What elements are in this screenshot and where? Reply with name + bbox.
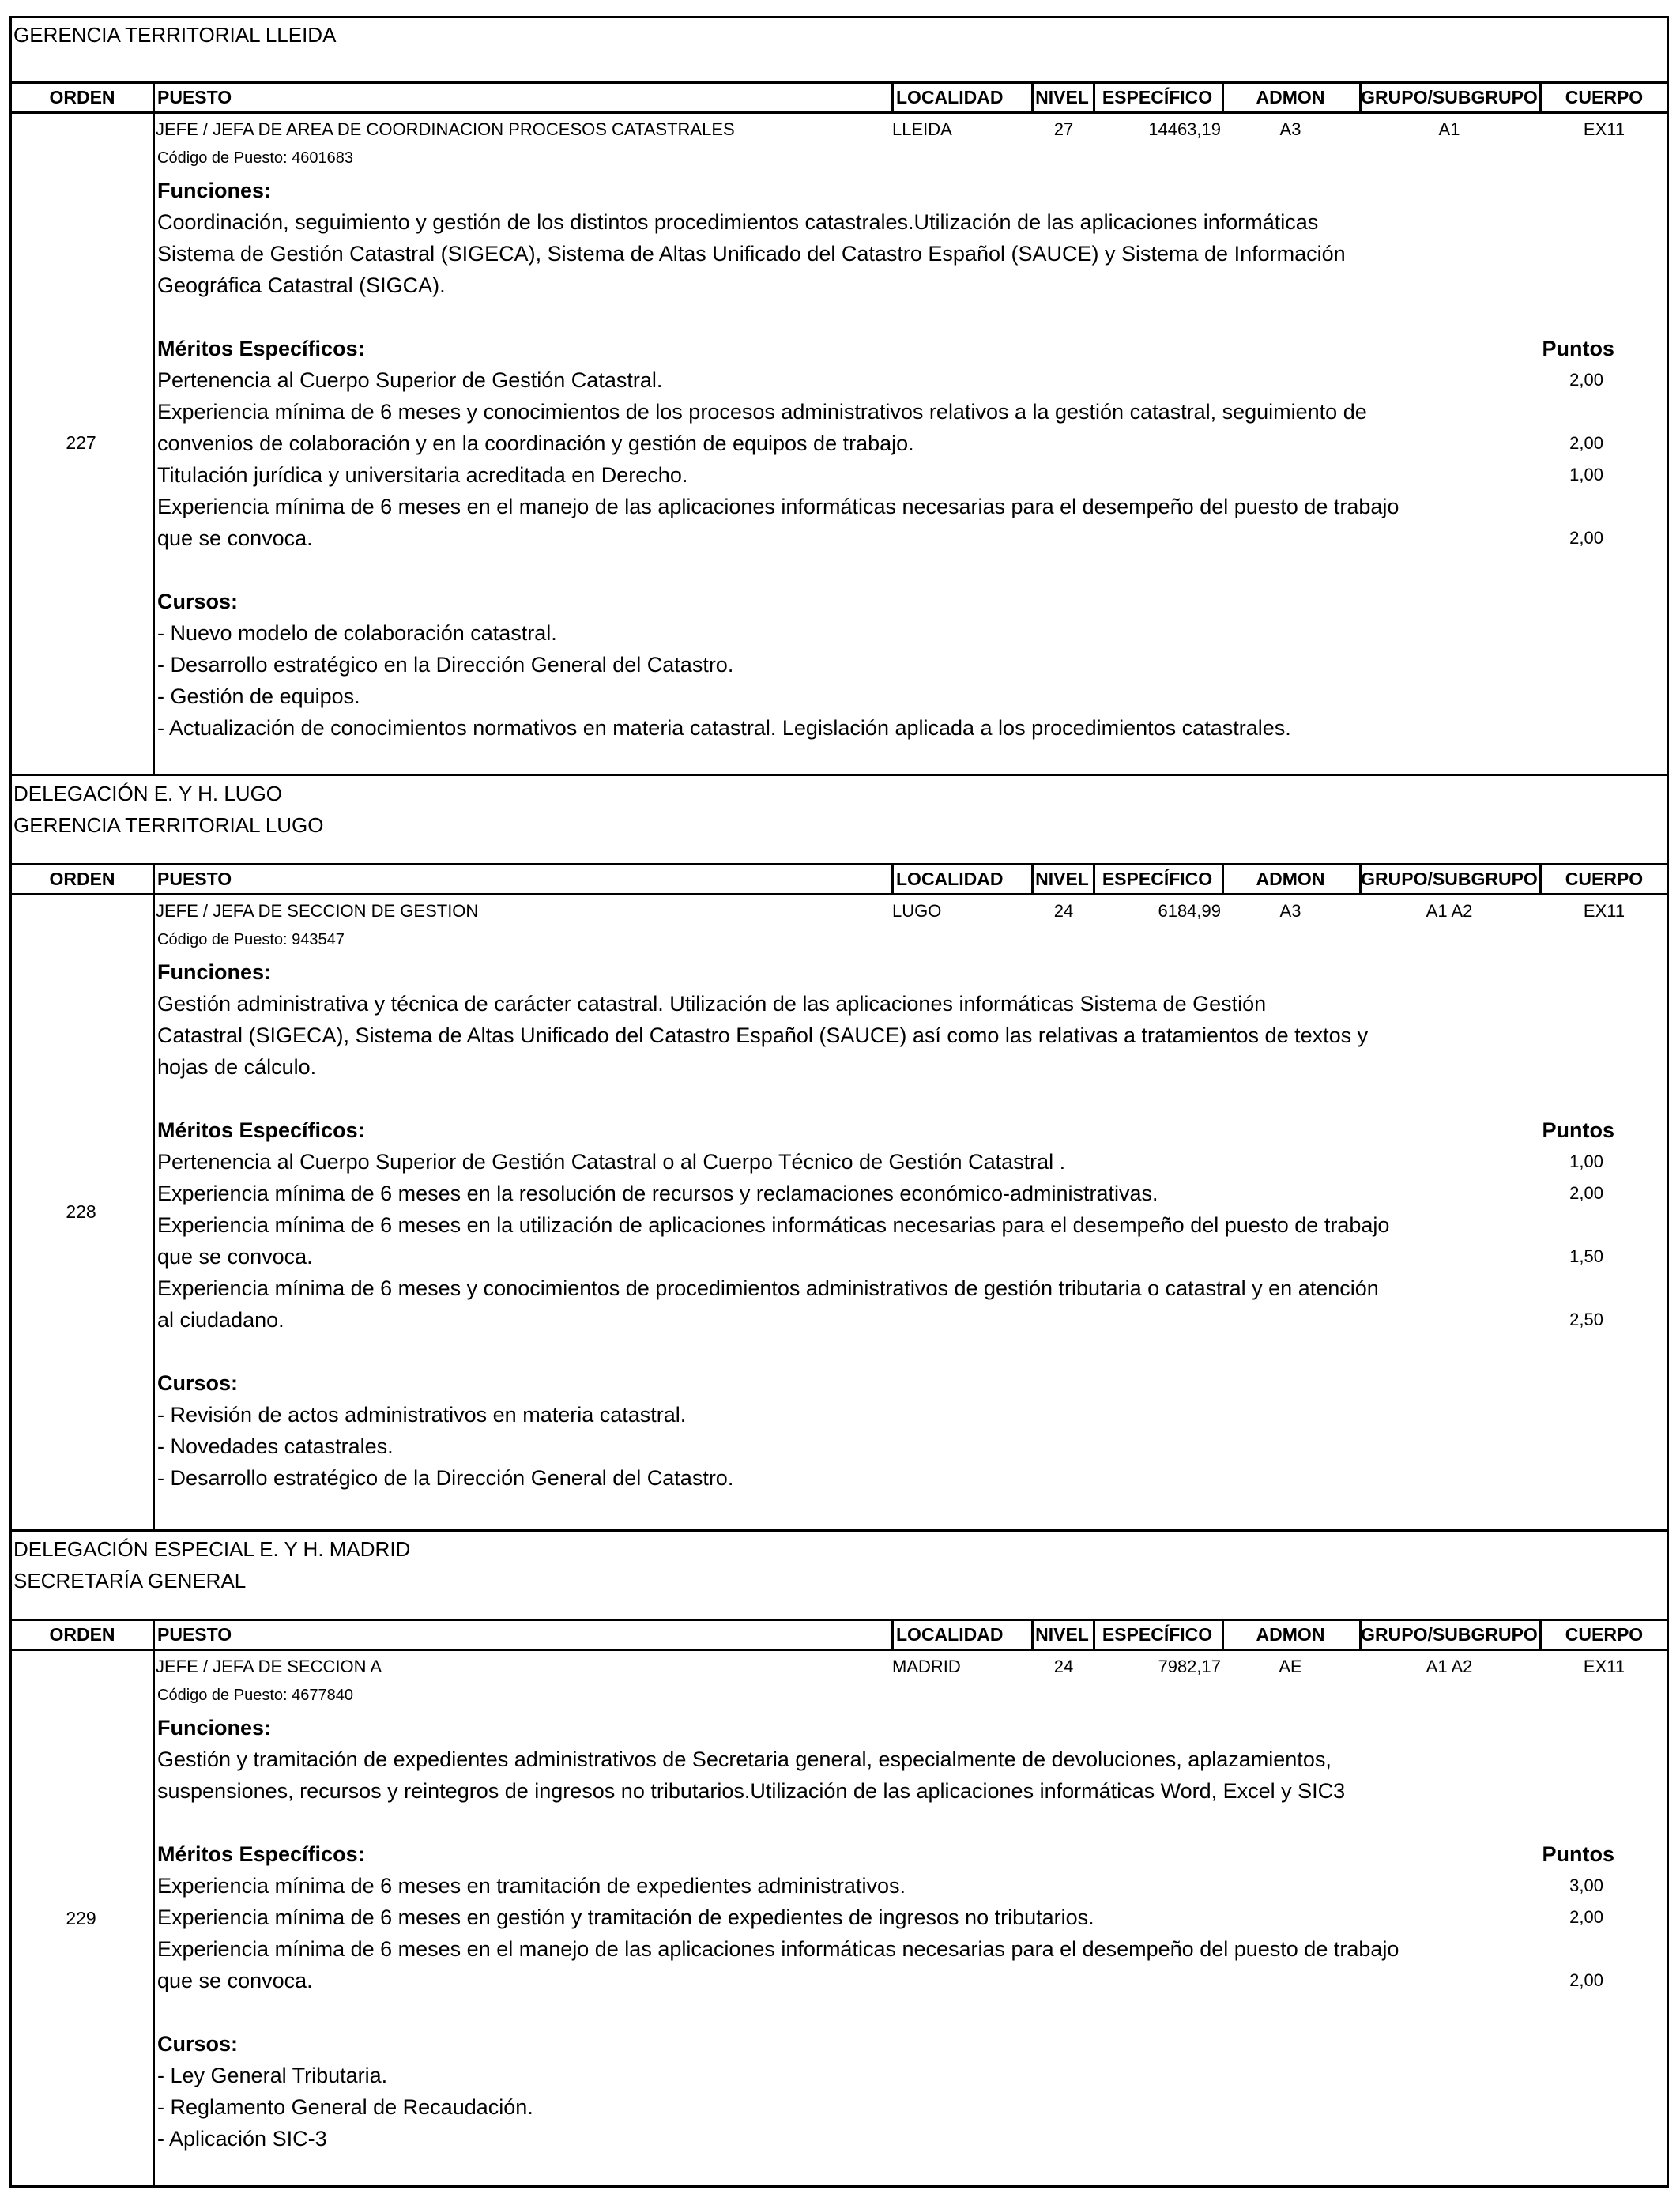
funciones-heading: Funciones: bbox=[157, 179, 272, 202]
puesto-cell: JEFE / JEFA DE SECCION DE GESTION bbox=[156, 901, 479, 921]
column-divider bbox=[1031, 81, 1034, 113]
curso-line: - Aplicación SIC-3 bbox=[157, 2127, 327, 2151]
column-header-orden: ORDEN bbox=[49, 87, 115, 107]
position-summary bbox=[154, 119, 1667, 143]
column-divider bbox=[1359, 1619, 1362, 1650]
codigo-puesto: Código de Puesto: 4601683 bbox=[157, 149, 353, 167]
column-header-grupo: GRUPO/SUBGRUPO bbox=[1361, 1624, 1538, 1645]
funciones-line: Coordinación, seguimiento y gestión de los distintos procedimientos catastrales.Utilización de las aplicaciones informáticas bbox=[157, 210, 1319, 234]
curso-line: - Ley General Tributaria. bbox=[157, 2064, 388, 2087]
merito-line: Experiencia mínima de 6 meses en la resolución de recursos y reclamaciones económico-administrativas. bbox=[157, 1182, 1158, 1205]
cursos-heading: Cursos: bbox=[157, 2032, 239, 2056]
column-header-grupo: GRUPO/SUBGRUPO bbox=[1361, 87, 1538, 107]
table-row bbox=[12, 1650, 1667, 2188]
puntos-heading: Puntos bbox=[1542, 1842, 1614, 1866]
column-divider bbox=[1093, 1619, 1095, 1650]
merito-line: al ciudadano. bbox=[157, 1308, 284, 1332]
merito-line: Pertenencia al Cuerpo Superior de Gestión Catastral o al Cuerpo Técnico de Gestión Catastral . bbox=[157, 1150, 1066, 1174]
column-header-row bbox=[12, 863, 1667, 895]
column-header-puesto: PUESTO bbox=[157, 869, 232, 889]
grupo-cell: A1 bbox=[1438, 119, 1460, 139]
puesto-cell: JEFE / JEFA DE AREA DE COORDINACION PROCESOS CATASTRALES bbox=[156, 119, 735, 139]
section-header-line: DELEGACIÓN E. Y H. LUGO bbox=[13, 782, 283, 805]
column-divider bbox=[891, 1619, 894, 1650]
nivel-cell: 27 bbox=[1053, 119, 1074, 139]
column-header-localidad: LOCALIDAD bbox=[896, 87, 1004, 107]
cuerpo-cell: EX11 bbox=[1583, 901, 1625, 921]
localidad-cell: LUGO bbox=[892, 901, 942, 921]
curso-line: - Desarrollo estratégico en la Dirección General del Catastro. bbox=[157, 653, 734, 677]
meritos-heading: Méritos Específicos: bbox=[157, 1118, 365, 1142]
puntos-heading: Puntos bbox=[1542, 1118, 1614, 1142]
curso-line: - Novedades catastrales. bbox=[157, 1434, 394, 1458]
merito-line: Experiencia mínima de 6 meses y conocimientos de los procesos administrativos relativos a la gestión catastral, seguimiento de bbox=[157, 400, 1367, 424]
column-header-nivel: NIVEL bbox=[1035, 1624, 1089, 1645]
orden-cell: 229 bbox=[66, 1908, 96, 1928]
orden-cell: 228 bbox=[66, 1201, 96, 1222]
divider bbox=[12, 1529, 1667, 1532]
column-divider bbox=[891, 81, 894, 113]
merito-line: Titulación jurídica y universitaria acreditada en Derecho. bbox=[157, 463, 688, 487]
column-header-cuerpo: CUERPO bbox=[1565, 1624, 1644, 1645]
funciones-line: Sistema de Gestión Catastral (SIGECA), Sistema de Altas Unificado del Catastro Español (SAUCE) y Sistema de Información bbox=[157, 242, 1346, 266]
column-header-localidad: LOCALIDAD bbox=[896, 869, 1004, 889]
funciones-heading: Funciones: bbox=[157, 960, 272, 984]
column-divider bbox=[1539, 1619, 1542, 1650]
column-header-admon: ADMON bbox=[1256, 869, 1325, 889]
localidad-cell: LLEIDA bbox=[892, 119, 952, 139]
orden-cell: 227 bbox=[66, 432, 96, 453]
especifico-cell: 14463,19 bbox=[1148, 119, 1221, 139]
merito-line: Experiencia mínima de 6 meses en el manejo de las aplicaciones informáticas necesarias para el desempeño del puesto de trabajo bbox=[157, 495, 1399, 518]
merito-puntos: 1,00 bbox=[1569, 1152, 1603, 1171]
merito-line: convenios de colaboración y en la coordinación y gestión de equipos de trabajo. bbox=[157, 432, 914, 455]
column-header-orden: ORDEN bbox=[49, 1624, 115, 1645]
column-header-orden: ORDEN bbox=[49, 869, 115, 889]
cuerpo-cell: EX11 bbox=[1583, 1657, 1625, 1676]
column-header-admon: ADMON bbox=[1256, 87, 1325, 107]
section-header-line: DELEGACIÓN ESPECIAL E. Y H. MADRID bbox=[13, 1537, 411, 1561]
column-divider bbox=[1539, 863, 1542, 895]
column-divider bbox=[1222, 1619, 1224, 1650]
column-header-nivel: NIVEL bbox=[1035, 869, 1089, 889]
merito-puntos: 1,00 bbox=[1569, 465, 1603, 484]
admon-cell: AE bbox=[1279, 1657, 1302, 1676]
merito-puntos: 2,00 bbox=[1569, 1907, 1603, 1927]
merito-line: Experiencia mínima de 6 meses y conocimientos de procedimientos administrativos de gestión tributaria o catastral y en atención bbox=[157, 1276, 1379, 1300]
column-divider bbox=[1359, 81, 1362, 113]
curso-line: - Desarrollo estratégico de la Dirección General del Catastro. bbox=[157, 1466, 734, 1490]
column-divider bbox=[153, 863, 155, 895]
section-header-line: GERENCIA TERRITORIAL LLEIDA bbox=[13, 23, 337, 47]
curso-line: - Reglamento General de Recaudación. bbox=[157, 2095, 533, 2119]
curso-line: - Revisión de actos administrativos en materia catastral. bbox=[157, 1403, 687, 1427]
nivel-cell: 24 bbox=[1053, 901, 1074, 921]
cuerpo-cell: EX11 bbox=[1583, 119, 1625, 139]
funciones-line: Gestión y tramitación de expedientes administrativos de Secretaria general, especialmente de devoluciones, aplazamientos, bbox=[157, 1747, 1332, 1771]
merito-line: Pertenencia al Cuerpo Superior de Gestión Catastral. bbox=[157, 368, 663, 392]
funciones-line: hojas de cálculo. bbox=[157, 1055, 317, 1079]
position-summary bbox=[154, 1657, 1667, 1680]
divider bbox=[12, 774, 1667, 776]
merito-line: que se convoca. bbox=[157, 1245, 313, 1269]
merito-puntos: 1,50 bbox=[1569, 1246, 1603, 1266]
especifico-cell: 6184,99 bbox=[1158, 901, 1221, 921]
column-divider bbox=[891, 863, 894, 895]
column-divider bbox=[1031, 1619, 1034, 1650]
curso-line: - Nuevo modelo de colaboración catastral. bbox=[157, 621, 557, 645]
localidad-cell: MADRID bbox=[892, 1657, 961, 1676]
merito-line: Experiencia mínima de 6 meses en la utilización de aplicaciones informáticas necesarias para el desempeño del puesto de trabajo bbox=[157, 1213, 1390, 1237]
merito-line: que se convoca. bbox=[157, 1969, 313, 1992]
column-header-grupo: GRUPO/SUBGRUPO bbox=[1361, 869, 1538, 889]
column-divider bbox=[153, 81, 155, 113]
merito-puntos: 2,50 bbox=[1569, 1310, 1603, 1329]
funciones-line: Catastral (SIGECA), Sistema de Altas Unificado del Catastro Español (SAUCE) así como las relativas a tratamientos de textos y bbox=[157, 1023, 1369, 1047]
codigo-puesto: Código de Puesto: 943547 bbox=[157, 931, 345, 948]
column-divider bbox=[1222, 81, 1224, 113]
column-header-localidad: LOCALIDAD bbox=[896, 1624, 1004, 1645]
funciones-line: suspensiones, recursos y reintegros de ingresos no tributarios.Utilización de las aplicaciones informáticas Word, Excel y SIC3 bbox=[157, 1779, 1346, 1803]
merito-puntos: 2,00 bbox=[1569, 370, 1603, 390]
column-divider bbox=[1093, 81, 1095, 113]
funciones-line: Gestión administrativa y técnica de carácter catastral. Utilización de las aplicaciones informáticas Sistema de Gestión bbox=[157, 992, 1267, 1016]
column-divider bbox=[1359, 863, 1362, 895]
cursos-heading: Cursos: bbox=[157, 590, 239, 613]
meritos-heading: Méritos Específicos: bbox=[157, 337, 365, 360]
column-header-puesto: PUESTO bbox=[157, 87, 232, 107]
funciones-heading: Funciones: bbox=[157, 1716, 272, 1740]
codigo-puesto: Código de Puesto: 4677840 bbox=[157, 1687, 353, 1704]
column-divider bbox=[1093, 863, 1095, 895]
merito-line: Experiencia mínima de 6 meses en tramitación de expedientes administrativos. bbox=[157, 1874, 906, 1898]
curso-line: - Actualización de conocimientos normativos en materia catastral. Legislación aplicada a los procedimientos catastrales. bbox=[157, 716, 1291, 740]
merito-puntos: 3,00 bbox=[1569, 1875, 1603, 1895]
table-row bbox=[12, 113, 1667, 774]
position-summary bbox=[154, 901, 1667, 925]
merito-puntos: 2,00 bbox=[1569, 1183, 1603, 1203]
column-header-cuerpo: CUERPO bbox=[1565, 869, 1644, 889]
section-header-line: GERENCIA TERRITORIAL LUGO bbox=[13, 813, 324, 837]
column-header-row bbox=[12, 81, 1667, 113]
funciones-line: Geográfica Catastral (SIGCA). bbox=[157, 273, 446, 297]
puesto-cell: JEFE / JEFA DE SECCION A bbox=[156, 1657, 382, 1676]
column-header-nivel: NIVEL bbox=[1035, 87, 1089, 107]
table-row bbox=[12, 895, 1667, 1529]
column-divider bbox=[1539, 81, 1542, 113]
cursos-heading: Cursos: bbox=[157, 1371, 239, 1395]
column-header-especifico: ESPECÍFICO bbox=[1102, 87, 1213, 107]
column-header-row bbox=[12, 1619, 1667, 1650]
merito-puntos: 2,00 bbox=[1569, 1970, 1603, 1990]
grupo-cell: A1 A2 bbox=[1426, 901, 1473, 921]
merito-line: que se convoca. bbox=[157, 526, 313, 550]
merito-line: Experiencia mínima de 6 meses en el manejo de las aplicaciones informáticas necesarias para el desempeño del puesto de trabajo bbox=[157, 1937, 1399, 1961]
merito-line: Experiencia mínima de 6 meses en gestión y tramitación de expedientes de ingresos no tributarios. bbox=[157, 1906, 1094, 1929]
column-header-puesto: PUESTO bbox=[157, 1624, 232, 1645]
admon-cell: A3 bbox=[1279, 901, 1301, 921]
column-header-especifico: ESPECÍFICO bbox=[1102, 869, 1213, 889]
column-header-admon: ADMON bbox=[1256, 1624, 1325, 1645]
column-divider bbox=[153, 1619, 155, 1650]
puntos-heading: Puntos bbox=[1542, 337, 1614, 360]
especifico-cell: 7982,17 bbox=[1158, 1657, 1221, 1676]
nivel-cell: 24 bbox=[1053, 1657, 1074, 1676]
merito-puntos: 2,00 bbox=[1569, 433, 1603, 453]
column-header-cuerpo: CUERPO bbox=[1565, 87, 1644, 107]
meritos-heading: Méritos Específicos: bbox=[157, 1842, 365, 1866]
column-divider bbox=[1031, 863, 1034, 895]
document-frame bbox=[9, 16, 1669, 2188]
admon-cell: A3 bbox=[1279, 119, 1301, 139]
column-divider bbox=[1222, 863, 1224, 895]
merito-puntos: 2,00 bbox=[1569, 528, 1603, 548]
grupo-cell: A1 A2 bbox=[1426, 1657, 1473, 1676]
section-header-line: SECRETARÍA GENERAL bbox=[13, 1569, 247, 1593]
column-header-especifico: ESPECÍFICO bbox=[1102, 1624, 1213, 1645]
curso-line: - Gestión de equipos. bbox=[157, 684, 360, 708]
